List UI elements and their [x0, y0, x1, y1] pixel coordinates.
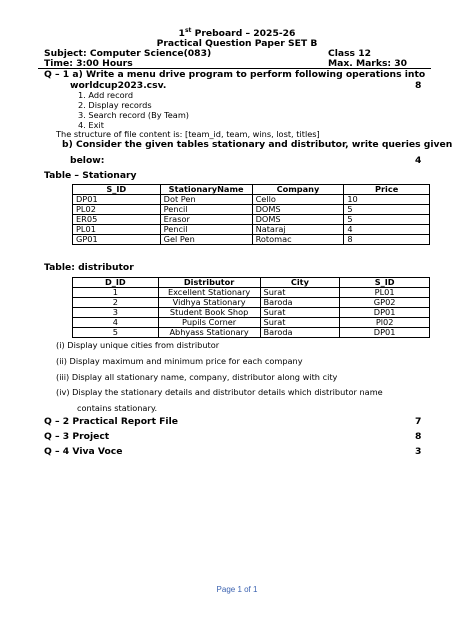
- table-cell: 1: [73, 288, 159, 298]
- table-row: [73, 195, 430, 205]
- table-row: [73, 328, 430, 338]
- table-cell: 4: [344, 225, 430, 235]
- table-header-row: [73, 185, 430, 195]
- table-cell: PL01: [73, 225, 161, 235]
- q1b-line1: b) Consider the given tables stationary and distributor, write queries given: [62, 139, 453, 150]
- query-iv: (iv) Display the stationary details and distributor details which distributor name: [56, 387, 383, 397]
- table-cell: 10: [344, 195, 430, 205]
- time-label: Time: 3:00 Hours: [44, 58, 133, 69]
- table-cell: Dot Pen: [160, 195, 252, 205]
- q1-line1: Q – 1 a) Write a menu drive program to perform following operations into: [44, 69, 426, 80]
- table-cell: Surat: [260, 288, 340, 298]
- column-header: Price: [344, 185, 430, 195]
- table-row: [73, 235, 430, 245]
- table-cell: Nataraj: [252, 225, 344, 235]
- column-header: Distributor: [158, 278, 260, 288]
- paper-subtitle: Practical Question Paper SET B: [156, 38, 318, 49]
- table-row: [73, 298, 430, 308]
- menu-item-2: 2. Display records: [78, 100, 152, 110]
- q1-line2: worldcup2023.csv.: [70, 80, 167, 91]
- q1-marks-a: 8: [415, 80, 422, 91]
- column-header: D_ID: [73, 278, 159, 288]
- table-cell: 4: [73, 318, 159, 328]
- table-row: [73, 288, 430, 298]
- table-cell: GP01: [73, 235, 161, 245]
- query-i: (i) Display unique cities from distributor: [56, 340, 220, 350]
- table-cell: Baroda: [260, 298, 340, 308]
- table-cell: PL01: [340, 288, 430, 298]
- column-header: Company: [252, 185, 344, 195]
- menu-item-3: 3. Search record (By Team): [78, 110, 189, 120]
- class-label: Class 12: [328, 48, 372, 59]
- query-iii: (iii) Display all stationary name, company, distributor along with city: [56, 372, 338, 382]
- table-cell: DOMS: [252, 205, 344, 215]
- q2-label: Q – 2 Practical Report File: [44, 416, 178, 427]
- table-cell: Vidhya Stationary: [158, 298, 260, 308]
- exam-title: 1st Preboard – 2025-26: [178, 26, 296, 39]
- column-header: StationaryName: [160, 185, 252, 195]
- q1b-line2: below:: [70, 155, 105, 166]
- stationary-table: [72, 184, 430, 245]
- table-cell: 2: [73, 298, 159, 308]
- table-row: [73, 215, 430, 225]
- page-number: Page 1 of 1: [216, 585, 258, 594]
- table-cell: 5: [344, 205, 430, 215]
- q4-marks: 3: [415, 446, 422, 457]
- q3-label: Q – 3 Project: [44, 431, 110, 442]
- table-row: [73, 205, 430, 215]
- distributor-table: [72, 277, 430, 338]
- table-cell: Gel Pen: [160, 235, 252, 245]
- menu-item-1: 1. Add record: [78, 90, 134, 100]
- table-row: [73, 225, 430, 235]
- table-cell: Pl02: [340, 318, 430, 328]
- table-row: [73, 318, 430, 328]
- table-cell: ER05: [73, 215, 161, 225]
- table-cell: Baroda: [260, 328, 340, 338]
- q1-marks-b: 4: [415, 155, 422, 166]
- table-cell: Surat: [260, 308, 340, 318]
- table-cell: 5: [73, 328, 159, 338]
- table-cell: Student Book Shop: [158, 308, 260, 318]
- table-cell: PL02: [73, 205, 161, 215]
- q2-marks: 7: [415, 416, 422, 427]
- column-header: S_ID: [340, 278, 430, 288]
- table-cell: Erasor: [160, 215, 252, 225]
- table-cell: DP01: [340, 308, 430, 318]
- table-cell: 5: [344, 215, 430, 225]
- table-cell: Excellent Stationary: [158, 288, 260, 298]
- stationary-table-caption: Table – Stationary: [44, 170, 137, 181]
- table-cell: DP01: [340, 328, 430, 338]
- table-header-row: [73, 278, 430, 288]
- table-cell: Abhyass Stationary: [158, 328, 260, 338]
- q4-label: Q – 4 Viva Voce: [44, 446, 123, 457]
- table-cell: Surat: [260, 318, 340, 328]
- table-cell: Pupils Corner: [158, 318, 260, 328]
- table-cell: 3: [73, 308, 159, 318]
- table-cell: DP01: [73, 195, 161, 205]
- column-header: S_ID: [73, 185, 161, 195]
- table-row: [73, 308, 430, 318]
- table-cell: Rotomac: [252, 235, 344, 245]
- table-cell: DOMS: [252, 215, 344, 225]
- q3-marks: 8: [415, 431, 422, 442]
- table-cell: Pencil: [160, 225, 252, 235]
- query-ii: (ii) Display maximum and minimum price for each company: [56, 356, 303, 366]
- table-cell: Pencil: [160, 205, 252, 215]
- table-cell: Cello: [252, 195, 344, 205]
- max-marks-label: Max. Marks: 30: [328, 58, 408, 69]
- table-cell: GP02: [340, 298, 430, 308]
- distributor-table-caption: Table: distributor: [44, 262, 134, 273]
- column-header: City: [260, 278, 340, 288]
- subject-label: Subject: Computer Science(083): [44, 48, 212, 59]
- file-structure: The structure of file content is: [team_id, team, wins, lost, titles]: [56, 129, 320, 139]
- table-cell: 8: [344, 235, 430, 245]
- query-iv-continued: contains stationary.: [77, 403, 158, 413]
- menu-item-4: 4. Exit: [78, 120, 104, 130]
